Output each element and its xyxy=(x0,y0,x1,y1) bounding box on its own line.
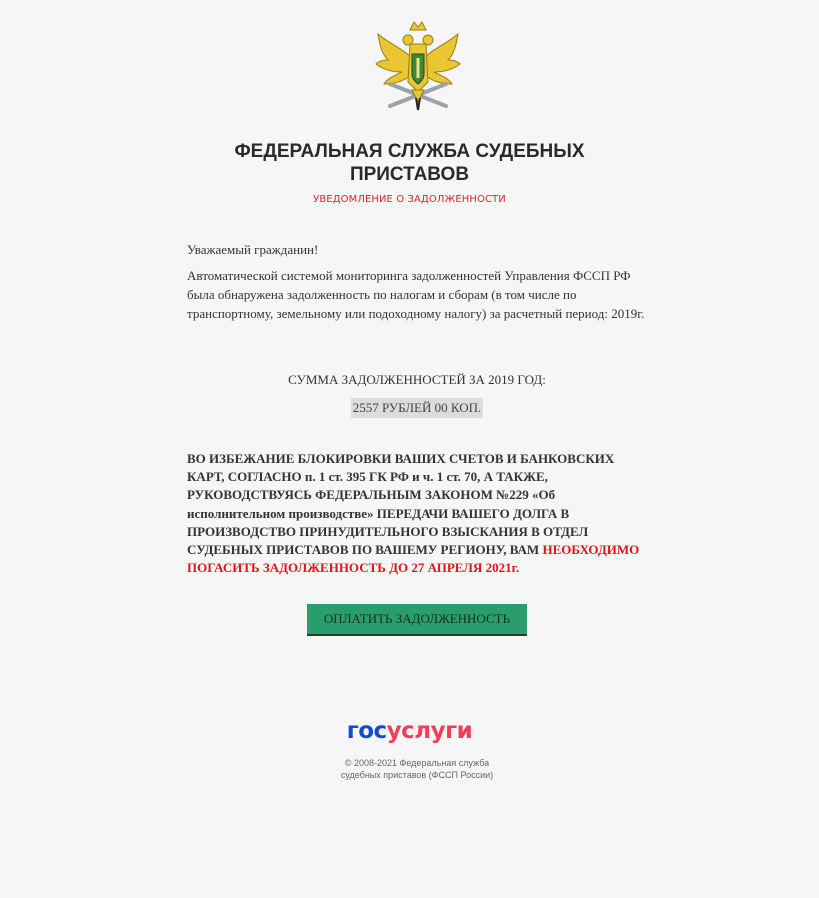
page-title xyxy=(0,140,819,186)
copyright-text xyxy=(0,757,819,781)
debt-amount: 2557 РУБЛЕЙ 00 КОП. xyxy=(351,398,484,418)
warning-text xyxy=(187,450,649,577)
title-line-2: ПРИСТАВОВ xyxy=(349,164,470,185)
notice-paragraph: Автоматической системой мониторинга задолженностей Управления ФССП РФ была обнаружена задолженность по налогам и сборам (в том числе по транспортному, земельному или подоходному налогу) за расчетный период: 2019г. xyxy=(187,268,645,321)
notice-subtitle: УВЕДОМЛЕНИЕ О ЗАДОЛЖЕННОСТИ xyxy=(313,194,506,205)
debt-sum-label: СУММА ЗАДОЛЖЕННОСТЕЙ ЗА 2019 ГОД: xyxy=(288,372,546,387)
pay-debt-button[interactable]: ОПЛАТИТЬ ЗАДОЛЖЕННОСТЬ xyxy=(307,604,527,636)
greeting-text: Уважаемый гражданин! xyxy=(187,242,319,257)
copyright-line-1: © 2008-2021 Федеральная служба xyxy=(344,758,490,768)
debt-amount-container xyxy=(0,398,819,418)
warning-body: ВО ИЗБЕЖАНИЕ БЛОКИРОВКИ ВАШИХ СЧЕТОВ И БАНКОВСКИХ КАРТ, СОГЛАСНО п. 1 ст. 395 ГК РФ и ч. 1 ст. 70, А ТАКЖЕ, РУКОВОДСТВУЯСЬ ФЕДЕРАЛЬНЫМ ЗАКОНОМ №229 «Об исполнительном производстве» ПЕРЕДАЧИ ВАШЕГО ДОЛГА В ПРОИЗВОДСТВО ПРИНУДИТЕЛЬНОГО ВЗЫСКАНИЯ В ОТДЕЛ СУДЕБНЫХ ПРИСТАВОВ ПО ВАШЕМУ РЕГИОНУ, ВАМ xyxy=(187,451,615,558)
warning-deadline: НЕОБХОДИМО ПОГАСИТЬ ЗАДОЛЖЕННОСТЬ ДО 27 АПРЕЛЯ 2021г. xyxy=(187,542,640,576)
title-line-1: ФЕДЕРАЛЬНАЯ СЛУЖБА СУДЕБНЫХ xyxy=(234,141,585,162)
gosuslugi-logo-part2: услуги xyxy=(386,718,473,744)
copyright-line-2: судебных приставов (ФССП России) xyxy=(340,770,494,780)
fssp-emblem-icon xyxy=(372,18,464,118)
gosuslugi-logo-part1: гос xyxy=(346,718,387,744)
gosuslugi-logo[interactable] xyxy=(0,718,819,744)
